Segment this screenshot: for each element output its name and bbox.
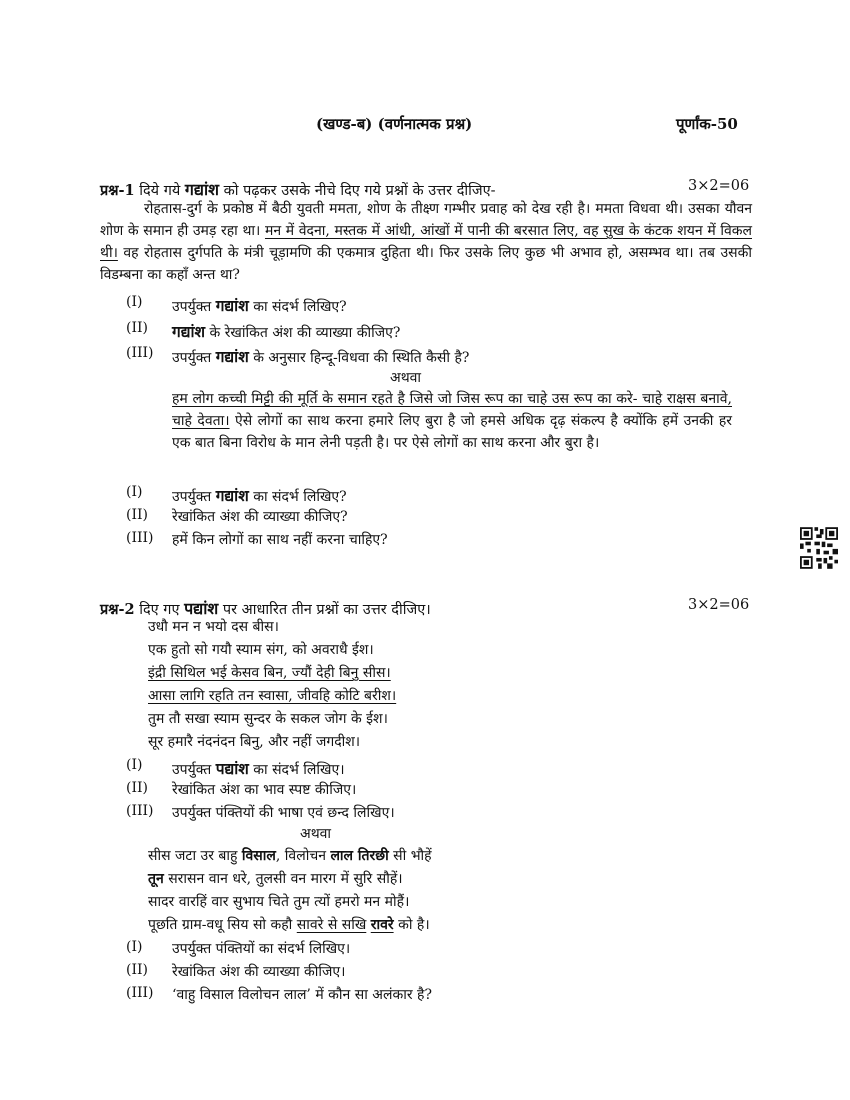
q1-s2-num-2: (II) xyxy=(126,507,148,523)
q1-s1-num-1: (I) xyxy=(126,294,143,310)
q2-s1-question-3: उपर्युक्त पंक्तियों की भाषा एवं छन्द लिखिए। xyxy=(172,805,395,821)
q1-instruction xyxy=(100,178,496,200)
q1-instr-bold: गद्यांश xyxy=(184,180,220,199)
q2-s2-num-2: (II) xyxy=(126,962,148,978)
q2-s2-num-3: (III) xyxy=(126,985,154,1001)
q1-s2-question-3: हमें किन लोगों का साथ नहीं करना चाहिए? xyxy=(172,532,388,548)
q2-verse2-line-4 xyxy=(148,915,430,934)
q1-s2-num-1: (I) xyxy=(126,484,143,500)
q2-s1-question-2: रेखांकित अंश का भाव स्पष्ट कीजिए। xyxy=(172,782,357,798)
q1-passage-1-post: वह रोहतास दुर्गपति के मंत्री चूड़ामणि की एकमात्र दुहिता थी। फिर उसके लिए कुछ भी अभाव हो, असम्भव था। तब उसकी विडम्बना का कहाँ अन्त था? xyxy=(100,245,753,283)
q1-s1-num-2: (II) xyxy=(126,320,148,336)
q1-s1-question-3 xyxy=(172,345,469,367)
q1-passage-1-text: रोहतास-दुर्ग के प्रकोष्ठ में बैठी युवती ममता, शोण के तीक्ष्ण गम्भीर प्रवाह को देख रही है। ममता विधवा थी। उसका यौवन शोण के समान ही उमड़ रहा था। xyxy=(100,201,752,239)
q1-passage-2-underlined: हम लोग कच्ची मिट्टी की मूर्ति के समान रहते है जिसे जो जिस रूप का चाहे उस रूप का करे- चाहे राक्षस बनावे, चाहे देवता। xyxy=(172,391,732,429)
q2-verse1-line-3: इंद्री सिथिल भई केसव बिन, ज्यौं देही बिनु सीस। xyxy=(148,665,391,681)
q-pre: उपर्युक्त xyxy=(172,299,212,315)
q1-s2-question-2: रेखांकित अंश की व्याख्या कीजिए? xyxy=(172,509,348,525)
q2-s2-question-1: उपर्युक्त पंक्तियों का संदर्भ लिखिए। xyxy=(172,941,351,957)
max-marks: पूर्णांक-50 xyxy=(676,115,738,133)
q-post: के रेखांकित अंश की व्याख्या कीजिए? xyxy=(209,325,401,341)
q2-instruction xyxy=(100,597,431,619)
q-post: का संदर्भ लिखिए। xyxy=(253,762,345,778)
q1-instr-pre: दिये गये xyxy=(139,183,181,199)
v-seg: , विलोचन xyxy=(275,848,326,864)
q1-passage-1-underlined: मन में वेदना, मस्तक में आंधी, आंखों में पानी की बरसात लिए, वह सुख के कंटक शयन में विकल थी। xyxy=(100,223,752,261)
v-seg-bold: लाल तिरछी xyxy=(330,848,389,864)
q-bold: गद्यांश xyxy=(215,296,249,315)
q-post: का संदर्भ लिखिए? xyxy=(253,299,347,315)
q1-passage-2 xyxy=(172,388,732,454)
q-pre: उपर्युक्त xyxy=(172,489,212,505)
q1-passage-1 xyxy=(100,198,752,286)
v-seg: सरासन वान धरे, तुलसी वन मारग में सुरि सौहें। xyxy=(168,871,403,887)
q1-s1-question-1 xyxy=(172,294,347,316)
q-bold: पद्यांश xyxy=(215,759,249,778)
q2-instr-pre: दिए गए xyxy=(139,602,180,618)
v-seg-underlined: सावरे से सखि xyxy=(296,917,367,933)
qr-code-icon xyxy=(800,527,838,569)
q2-instr-post: पर आधारित तीन प्रश्नों का उत्तर दीजिए। xyxy=(222,602,431,618)
q2-verse2-line-2 xyxy=(148,869,403,888)
v-seg: सी भौहें xyxy=(393,848,432,864)
q2-verse1-line-4: आसा लागि रहति तन स्वासा, जीवहि कोटि बरीश। xyxy=(148,688,397,704)
q2-verse1-line-5: तुम तौ सखा स्याम सुन्दर के सकल जोग के ईश। xyxy=(148,711,388,727)
v-seg-bold: विसाल xyxy=(241,848,276,864)
q2-s1-num-1: (I) xyxy=(126,757,143,773)
q-pre: उपर्युक्त xyxy=(172,350,212,366)
q1-s2-num-3: (III) xyxy=(126,530,154,546)
q2-instr-bold: पद्यांश xyxy=(184,599,219,618)
q1-instr-post: को पढ़कर उसके नीचे दिए गये प्रश्नों के उत्तर दीजिए- xyxy=(223,183,496,199)
q2-label: प्रश्न-2 xyxy=(100,601,135,618)
q2-verse1-line-6: सूर हमारै नंदनंदन बिनु, और नहीं जगदीश। xyxy=(148,734,361,750)
q-bold: गद्यांश xyxy=(215,486,249,505)
q2-verse2-line-1 xyxy=(148,846,432,865)
q2-s1-question-1 xyxy=(172,757,345,779)
q1-label: प्रश्न-1 xyxy=(100,182,135,199)
q2-marks: 3×2=06 xyxy=(688,597,750,613)
v-seg-bold: तून xyxy=(148,871,164,887)
q1-marks: 3×2=06 xyxy=(688,178,750,194)
v-seg: सीस जटा उर बाहु xyxy=(148,848,238,864)
section-title: (खण्ड-ब) (वर्णनात्मक प्रश्न) xyxy=(316,115,473,133)
q1-passage-2-post: ऐसे लोगों का साथ करना हमारे लिए बुरा है जो हमसे अधिक दृढ़ संकल्प है क्योंकि हमें उनकी हर एक बात बिना विरोध के मान लेनी पड़ती है। पर ऐसे लोगों का साथ करना और बुरा है। xyxy=(172,413,732,451)
q1-s2-question-1 xyxy=(172,484,347,506)
q-pre: उपर्युक्त xyxy=(172,762,212,778)
q1-s1-question-2 xyxy=(172,320,400,342)
q2-or: अथवा xyxy=(300,826,332,842)
v-seg: को है। xyxy=(398,917,430,933)
q1-or: अथवा xyxy=(390,370,422,386)
q-bold: गद्यांश xyxy=(172,322,206,341)
v-seg-underlined-bold: रावरे xyxy=(370,917,394,933)
q2-s2-question-2: रेखांकित अंश की व्याख्या कीजिए। xyxy=(172,964,346,980)
v-seg: पूछति ग्राम-वधू सिय सो कहौ xyxy=(148,917,293,933)
q1-s1-num-3: (III) xyxy=(126,345,154,361)
q2-s2-question-3: ‘वाहु विसाल विलोचन लाल’ में कौन सा अलंकार है? xyxy=(172,987,432,1003)
q2-verse1-line-2: एक हुतो सो गयौ स्याम संग, को अवराधै ईश। xyxy=(148,642,374,658)
q2-verse1-line-1: उधौ मन न भयो दस बीस। xyxy=(148,619,279,635)
q-post: के अनुसार हिन्दू-विधवा की स्थिति कैसी है? xyxy=(253,350,470,366)
q-post: का संदर्भ लिखिए? xyxy=(253,489,347,505)
q2-verse2-line-3: सादर वारहिं वार सुभाय चिते तुम त्यों हमरो मन मोहैं। xyxy=(148,894,410,910)
q2-s1-num-2: (II) xyxy=(126,780,148,796)
q-bold: गद्यांश xyxy=(215,347,249,366)
q2-s2-num-1: (I) xyxy=(126,939,143,955)
q2-s1-num-3: (III) xyxy=(126,803,154,819)
